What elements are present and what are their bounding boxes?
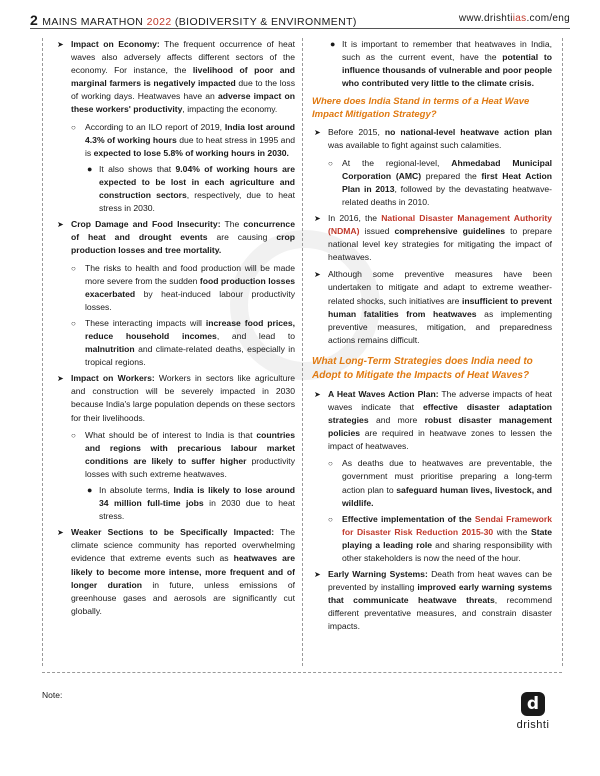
column-divider	[302, 38, 303, 666]
arrow-bullet-icon: ➤	[314, 389, 321, 399]
arrow-bullet-icon: ➤	[57, 220, 64, 230]
header-url[interactable]: www.drishtiias.com/eng	[458, 13, 570, 24]
logo-icon: d	[521, 692, 545, 716]
dot-bullet-icon: ●	[87, 485, 93, 495]
circle-bullet-icon: ○	[328, 514, 333, 524]
page-header	[30, 12, 570, 29]
dot-bullet-icon: ●	[87, 163, 93, 174]
bullet-weaker-sections: ➤ Weaker Sections to be Specifically Impacted: The climate science community has reported overwhelming evidence that extreme events such as heatwaves are likely to become more intense, more frequent and of longer duration in future, unless emissions of greenhouse gases and aerosols are significantly cut globally.	[57, 527, 295, 616]
circle-bullet-icon: ○	[71, 122, 76, 132]
right-column	[312, 38, 552, 668]
bullet-crop: ➤ Crop Damage and Food Insecurity: The concurrence of heat and drought events are causing crop production losses and tree mortality.	[57, 219, 295, 256]
circle-bullet-icon: ○	[328, 158, 333, 168]
arrow-bullet-icon: ➤	[57, 374, 64, 384]
circle-bullet-icon: ○	[71, 430, 76, 440]
bullet-workers: ➤ Impact on Workers: Workers in sectors like agriculture and construction will be severely impacted in 2030 because India's large population depends on these sectors for their livelihoods.	[57, 373, 295, 423]
logo-text: drishti	[516, 719, 550, 731]
section-heading-long-term: What Long-Term Strategies does India need to Adopt to Mitigate the Impacts of Heat Waves?	[312, 355, 533, 381]
arrow-bullet-icon: ➤	[57, 40, 64, 49]
right-border	[562, 38, 563, 666]
bullet-early-warning: ➤ Early Warning Systems: Death from heat waves can be prevented by installing improved early warning systems that communicate heatwave threats, recommend different preventative measures, and constrain disaster impacts.	[314, 569, 552, 632]
bullet-before-2015: ➤ Before 2015, no national-level heatwave action plan was available to fight against such calamities.	[314, 127, 552, 151]
sub-sub-bullet-working-hours: ● It also shows that 9.04% of working hours are expected to be lost in each agriculture and construction sectors, respectively, due to heat stress in 2030.	[87, 163, 295, 214]
arrow-bullet-icon: ➤	[314, 570, 321, 580]
sub-bullet-ilo: ○ According to an ILO report of 2019, India lost around 4.3% of working hours due to heat stress in 1995 and is expected to lose 5.8% of working hours in 2030.	[71, 121, 295, 158]
dot-bullet-icon: ●	[330, 39, 336, 49]
sub-sub-bullet-jobs: ● In absolute terms, India is likely to lose around 34 million full-time jobs in 2030 due to heat stress.	[87, 485, 295, 522]
footer-note-label: Note:	[42, 690, 63, 700]
circle-bullet-icon: ○	[71, 318, 76, 328]
sub-bullet-food-prices: ○ These interacting impacts will increase food prices, reduce household incomes, and lead to malnutrition and climate-related deaths, especially in tropical regions.	[71, 317, 295, 368]
arrow-bullet-icon: ➤	[57, 528, 64, 538]
arrow-bullet-icon: ➤	[314, 270, 321, 280]
circle-bullet-icon: ○	[328, 459, 333, 469]
header-title: 2 MAINS MARATHON 2022 (BIODIVERSITY & ENVIRONMENT)	[30, 12, 357, 28]
bullet-economy: ➤ Impact on Economy: The frequent occurrence of heat waves also adversely affects different sectors of the economy. For instance, the livelihood of poor and marginal farmers is negatively impacted due to the loss of working days. Heatwaves have an adverse impact on these workers' productivity, impacting the economy.	[57, 39, 295, 115]
arrow-bullet-icon: ➤	[314, 213, 321, 223]
sub-bullet-amc: ○ At the regional-level, Ahmedabad Municipal Corporation (AMC) prepared the first Heat Action Plan in 2013, followed by the devastating heatwave-related deaths in 2010.	[328, 157, 552, 207]
bullet-preventive-measures: ➤ Although some preventive measures have been undertaken to mitigate and adapt to extreme weather-related shocks, such initiatives are insufficient to prevent human fatalities from heatwaves as implementing preventive measures, mitigation, and preparedness actions remains difficult.	[314, 269, 552, 345]
arrow-bullet-icon: ➤	[314, 128, 321, 138]
drishti-logo	[513, 692, 553, 754]
sub-bullet-labour-market: ○ What should be of interest to India is that countries and regions with precarious labour market conditions are likely to suffer higher productivity losses with such extreme heatwaves.	[71, 429, 295, 479]
circle-bullet-icon: ○	[71, 263, 76, 273]
sub-sub-bullet-vulnerable: ● It is important to remember that heatwaves in India, such as the current event, have the potential to influence thousands of vulnerable and poor people who contributed very little to the climate crisis.	[330, 39, 552, 89]
sub-bullet-sendai: ○ Effective implementation of the Sendai Framework for Disaster Risk Reduction 2015-30 with the State playing a leading role and sharing responsibility with other stakeholders is now the need of the hour.	[328, 513, 552, 563]
page-number: 2	[30, 12, 39, 28]
sub-bullet-preventable-deaths: ○ As deaths due to heatwaves are preventable, the government must prioritise preparing a long-term action plan to safeguard human lives, livestock, and wildlife.	[328, 458, 552, 508]
section-heading-india-stand: Where does India Stand in terms of a Heat Wave Impact Mitigation Strategy?	[312, 96, 530, 121]
left-column	[55, 38, 295, 668]
sub-bullet-food-risk: ○ The risks to health and food production will be made more severe from the sudden food production losses exacerbated by heat-induced labour productivity losses.	[71, 262, 295, 312]
left-border	[42, 38, 43, 666]
bullet-ndma: ➤ In 2016, the National Disaster Management Authority (NDMA) issued comprehensive guidelines to prepare national level key strategies for mitigating the impact of heatwaves.	[314, 212, 552, 263]
bullet-heat-action-plan: ➤ A Heat Waves Action Plan: The adverse impacts of heat waves indicate that effective disaster adaptation strategies and more robust disaster management policies are required in heatwave zones to lessen the impact of heatwaves.	[314, 388, 552, 452]
bottom-border	[42, 672, 562, 673]
